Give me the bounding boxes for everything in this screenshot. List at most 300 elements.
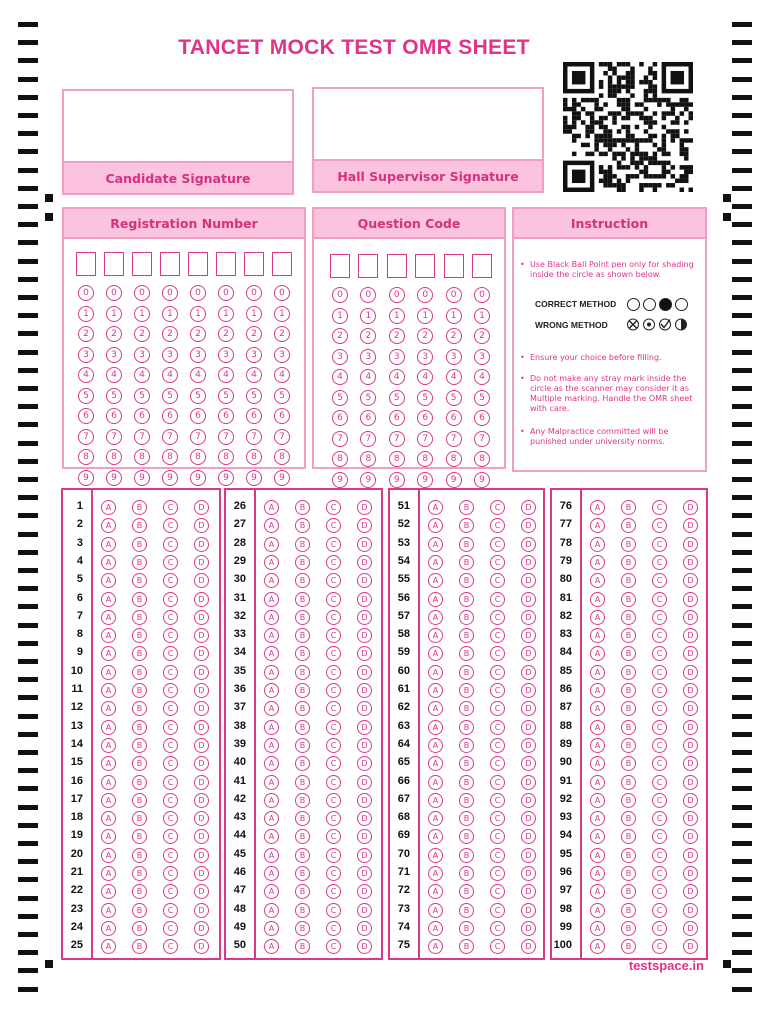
registration-digit-bubble[interactable]: 3 — [78, 347, 94, 363]
question-code-digit-bubble[interactable]: 0 — [360, 287, 376, 303]
question-code-digit-bubble[interactable]: 5 — [474, 390, 490, 406]
question-code-digit-bubble[interactable]: 8 — [446, 451, 462, 467]
answer-bubble-a[interactable]: A — [264, 939, 279, 954]
answer-bubble-a[interactable]: A — [590, 573, 605, 588]
answer-bubble-d[interactable]: D — [194, 573, 209, 588]
answer-bubble-b[interactable]: B — [459, 811, 474, 826]
answer-bubble-c[interactable]: C — [490, 592, 505, 607]
registration-digit-bubble[interactable]: 0 — [162, 285, 178, 301]
question-code-digit-bubble[interactable]: 0 — [474, 287, 490, 303]
answer-bubble-a[interactable]: A — [428, 866, 443, 881]
registration-digit-bubble[interactable]: 9 — [274, 470, 290, 486]
registration-digit-bubble[interactable]: 2 — [218, 326, 234, 342]
answer-bubble-a[interactable]: A — [428, 903, 443, 918]
answer-bubble-d[interactable]: D — [357, 573, 372, 588]
answer-bubble-b[interactable]: B — [621, 683, 636, 698]
answer-bubble-b[interactable]: B — [295, 500, 310, 515]
registration-digit-bubble[interactable]: 9 — [218, 470, 234, 486]
registration-digit-bubble[interactable]: 2 — [134, 326, 150, 342]
question-code-digit-bubble[interactable]: 9 — [446, 472, 462, 488]
answer-bubble-a[interactable]: A — [101, 500, 116, 515]
answer-bubble-b[interactable]: B — [132, 665, 147, 680]
registration-digit-bubble[interactable]: 6 — [274, 408, 290, 424]
registration-digit-bubble[interactable]: 1 — [134, 306, 150, 322]
answer-bubble-b[interactable]: B — [621, 592, 636, 607]
answer-bubble-b[interactable]: B — [621, 720, 636, 735]
question-code-digit-bubble[interactable]: 8 — [474, 451, 490, 467]
question-code-digit-bubble[interactable]: 5 — [332, 390, 348, 406]
answer-bubble-d[interactable]: D — [683, 884, 698, 899]
registration-digit-bubble[interactable]: 2 — [78, 326, 94, 342]
answer-bubble-b[interactable]: B — [295, 866, 310, 881]
answer-bubble-b[interactable]: B — [132, 848, 147, 863]
answer-bubble-c[interactable]: C — [326, 665, 341, 680]
answer-bubble-a[interactable]: A — [428, 628, 443, 643]
answer-bubble-a[interactable]: A — [101, 848, 116, 863]
answer-bubble-c[interactable]: C — [326, 592, 341, 607]
answer-bubble-d[interactable]: D — [194, 592, 209, 607]
registration-digit-bubble[interactable]: 6 — [78, 408, 94, 424]
registration-digit-bubble[interactable]: 9 — [162, 470, 178, 486]
question-code-entry-box[interactable] — [415, 254, 435, 278]
answer-bubble-c[interactable]: C — [326, 939, 341, 954]
answer-bubble-a[interactable]: A — [264, 884, 279, 899]
answer-bubble-d[interactable]: D — [357, 683, 372, 698]
answer-bubble-b[interactable]: B — [459, 756, 474, 771]
answer-bubble-a[interactable]: A — [101, 518, 116, 533]
answer-bubble-c[interactable]: C — [652, 939, 667, 954]
answer-bubble-c[interactable]: C — [490, 665, 505, 680]
answer-bubble-d[interactable]: D — [194, 811, 209, 826]
answer-bubble-b[interactable]: B — [295, 646, 310, 661]
question-code-digit-bubble[interactable]: 4 — [332, 369, 348, 385]
answer-bubble-c[interactable]: C — [652, 921, 667, 936]
question-code-digit-bubble[interactable]: 5 — [389, 390, 405, 406]
answer-bubble-a[interactable]: A — [590, 683, 605, 698]
answer-bubble-a[interactable]: A — [101, 628, 116, 643]
answer-bubble-b[interactable]: B — [459, 665, 474, 680]
answer-bubble-d[interactable]: D — [683, 500, 698, 515]
answer-bubble-a[interactable]: A — [101, 829, 116, 844]
answer-bubble-c[interactable]: C — [490, 573, 505, 588]
registration-digit-bubble[interactable]: 6 — [134, 408, 150, 424]
answer-bubble-c[interactable]: C — [490, 646, 505, 661]
answer-bubble-c[interactable]: C — [652, 903, 667, 918]
registration-digit-bubble[interactable]: 9 — [78, 470, 94, 486]
answer-bubble-d[interactable]: D — [521, 866, 536, 881]
answer-bubble-a[interactable]: A — [590, 921, 605, 936]
question-code-digit-bubble[interactable]: 2 — [446, 328, 462, 344]
registration-digit-bubble[interactable]: 3 — [162, 347, 178, 363]
answer-bubble-c[interactable]: C — [326, 829, 341, 844]
answer-bubble-d[interactable]: D — [683, 628, 698, 643]
question-code-digit-bubble[interactable]: 5 — [360, 390, 376, 406]
answer-bubble-b[interactable]: B — [621, 500, 636, 515]
registration-digit-bubble[interactable]: 3 — [246, 347, 262, 363]
registration-digit-bubble[interactable]: 4 — [218, 367, 234, 383]
answer-bubble-d[interactable]: D — [357, 555, 372, 570]
registration-digit-bubble[interactable]: 5 — [190, 388, 206, 404]
answer-bubble-c[interactable]: C — [490, 628, 505, 643]
registration-digit-bubble[interactable]: 4 — [78, 367, 94, 383]
question-code-digit-bubble[interactable]: 6 — [446, 410, 462, 426]
answer-bubble-c[interactable]: C — [163, 500, 178, 515]
answer-bubble-c[interactable]: C — [326, 628, 341, 643]
answer-bubble-c[interactable]: C — [163, 665, 178, 680]
question-code-digit-bubble[interactable]: 8 — [417, 451, 433, 467]
answer-bubble-c[interactable]: C — [652, 573, 667, 588]
question-code-digit-bubble[interactable]: 8 — [332, 451, 348, 467]
question-code-digit-bubble[interactable]: 7 — [360, 431, 376, 447]
answer-bubble-d[interactable]: D — [194, 921, 209, 936]
answer-bubble-c[interactable]: C — [326, 518, 341, 533]
answer-bubble-d[interactable]: D — [357, 939, 372, 954]
answer-bubble-c[interactable]: C — [490, 518, 505, 533]
answer-bubble-b[interactable]: B — [621, 921, 636, 936]
registration-digit-bubble[interactable]: 9 — [134, 470, 150, 486]
answer-bubble-b[interactable]: B — [132, 866, 147, 881]
answer-bubble-c[interactable]: C — [490, 756, 505, 771]
registration-digit-bubble[interactable]: 7 — [134, 429, 150, 445]
answer-bubble-c[interactable]: C — [652, 811, 667, 826]
answer-bubble-b[interactable]: B — [295, 738, 310, 753]
registration-digit-bubble[interactable]: 1 — [190, 306, 206, 322]
registration-digit-bubble[interactable]: 5 — [78, 388, 94, 404]
answer-bubble-c[interactable]: C — [652, 720, 667, 735]
answer-bubble-d[interactable]: D — [194, 866, 209, 881]
answer-bubble-b[interactable]: B — [132, 592, 147, 607]
answer-bubble-d[interactable]: D — [357, 921, 372, 936]
answer-bubble-b[interactable]: B — [295, 555, 310, 570]
registration-digit-bubble[interactable]: 6 — [218, 408, 234, 424]
answer-bubble-d[interactable]: D — [683, 518, 698, 533]
answer-bubble-d[interactable]: D — [683, 555, 698, 570]
answer-bubble-b[interactable]: B — [295, 518, 310, 533]
answer-bubble-b[interactable]: B — [621, 848, 636, 863]
answer-bubble-a[interactable]: A — [428, 811, 443, 826]
answer-bubble-d[interactable]: D — [521, 610, 536, 625]
supervisor-signature-box[interactable] — [312, 87, 544, 193]
answer-bubble-d[interactable]: D — [194, 537, 209, 552]
answer-bubble-a[interactable]: A — [590, 884, 605, 899]
answer-bubble-b[interactable]: B — [459, 610, 474, 625]
answer-bubble-a[interactable]: A — [101, 610, 116, 625]
answer-bubble-c[interactable]: C — [163, 592, 178, 607]
registration-digit-bubble[interactable]: 8 — [134, 449, 150, 465]
answer-bubble-c[interactable]: C — [652, 829, 667, 844]
answer-bubble-d[interactable]: D — [521, 665, 536, 680]
answer-bubble-c[interactable]: C — [326, 500, 341, 515]
answer-bubble-b[interactable]: B — [459, 775, 474, 790]
question-code-digit-bubble[interactable]: 5 — [417, 390, 433, 406]
answer-bubble-b[interactable]: B — [459, 848, 474, 863]
answer-bubble-c[interactable]: C — [163, 610, 178, 625]
registration-digit-bubble[interactable]: 9 — [106, 470, 122, 486]
question-code-digit-bubble[interactable]: 2 — [417, 328, 433, 344]
answer-bubble-d[interactable]: D — [521, 701, 536, 716]
answer-bubble-b[interactable]: B — [295, 628, 310, 643]
answer-bubble-d[interactable]: D — [357, 866, 372, 881]
answer-bubble-a[interactable]: A — [264, 592, 279, 607]
answer-bubble-a[interactable]: A — [590, 610, 605, 625]
answer-bubble-b[interactable]: B — [459, 939, 474, 954]
question-code-digit-bubble[interactable]: 7 — [446, 431, 462, 447]
answer-bubble-b[interactable]: B — [621, 738, 636, 753]
answer-bubble-a[interactable]: A — [264, 573, 279, 588]
registration-digit-bubble[interactable]: 7 — [106, 429, 122, 445]
answer-bubble-c[interactable]: C — [652, 610, 667, 625]
answer-bubble-d[interactable]: D — [357, 665, 372, 680]
registration-digit-bubble[interactable]: 1 — [218, 306, 234, 322]
answer-bubble-c[interactable]: C — [652, 500, 667, 515]
answer-bubble-d[interactable]: D — [357, 592, 372, 607]
answer-bubble-a[interactable]: A — [428, 829, 443, 844]
answer-bubble-a[interactable]: A — [428, 939, 443, 954]
answer-bubble-d[interactable]: D — [521, 756, 536, 771]
question-code-digit-bubble[interactable]: 6 — [389, 410, 405, 426]
question-code-digit-bubble[interactable]: 4 — [417, 369, 433, 385]
answer-bubble-d[interactable]: D — [357, 793, 372, 808]
answer-bubble-a[interactable]: A — [428, 610, 443, 625]
answer-bubble-b[interactable]: B — [132, 811, 147, 826]
answer-bubble-d[interactable]: D — [194, 683, 209, 698]
registration-entry-box[interactable] — [244, 252, 264, 276]
answer-bubble-c[interactable]: C — [490, 921, 505, 936]
question-code-digit-bubble[interactable]: 3 — [474, 349, 490, 365]
answer-bubble-d[interactable]: D — [683, 573, 698, 588]
answer-bubble-a[interactable]: A — [264, 701, 279, 716]
answer-bubble-d[interactable]: D — [357, 646, 372, 661]
answer-bubble-c[interactable]: C — [326, 756, 341, 771]
answer-bubble-a[interactable]: A — [428, 537, 443, 552]
question-code-digit-bubble[interactable]: 6 — [474, 410, 490, 426]
registration-entry-box[interactable] — [104, 252, 124, 276]
answer-bubble-d[interactable]: D — [194, 793, 209, 808]
answer-bubble-a[interactable]: A — [101, 866, 116, 881]
answer-bubble-b[interactable]: B — [621, 628, 636, 643]
answer-bubble-c[interactable]: C — [490, 866, 505, 881]
answer-bubble-c[interactable]: C — [326, 701, 341, 716]
answer-bubble-b[interactable]: B — [459, 720, 474, 735]
answer-bubble-b[interactable]: B — [132, 921, 147, 936]
answer-bubble-b[interactable]: B — [132, 646, 147, 661]
answer-bubble-c[interactable]: C — [652, 793, 667, 808]
answer-bubble-c[interactable]: C — [490, 610, 505, 625]
answer-bubble-c[interactable]: C — [163, 921, 178, 936]
answer-bubble-d[interactable]: D — [683, 610, 698, 625]
answer-bubble-c[interactable]: C — [652, 518, 667, 533]
answer-bubble-c[interactable]: C — [326, 555, 341, 570]
answer-bubble-b[interactable]: B — [295, 665, 310, 680]
answer-bubble-d[interactable]: D — [683, 921, 698, 936]
answer-bubble-b[interactable]: B — [132, 555, 147, 570]
answer-bubble-d[interactable]: D — [357, 518, 372, 533]
answer-bubble-b[interactable]: B — [295, 573, 310, 588]
question-code-digit-bubble[interactable]: 2 — [332, 328, 348, 344]
question-code-digit-bubble[interactable]: 7 — [332, 431, 348, 447]
answer-bubble-b[interactable]: B — [295, 775, 310, 790]
answer-bubble-b[interactable]: B — [132, 628, 147, 643]
registration-entry-box[interactable] — [188, 252, 208, 276]
answer-bubble-c[interactable]: C — [163, 903, 178, 918]
answer-bubble-c[interactable]: C — [652, 756, 667, 771]
answer-bubble-c[interactable]: C — [326, 921, 341, 936]
answer-bubble-a[interactable]: A — [428, 683, 443, 698]
registration-digit-bubble[interactable]: 5 — [274, 388, 290, 404]
answer-bubble-c[interactable]: C — [163, 829, 178, 844]
answer-bubble-d[interactable]: D — [683, 756, 698, 771]
answer-bubble-d[interactable]: D — [357, 829, 372, 844]
registration-digit-bubble[interactable]: 7 — [190, 429, 206, 445]
answer-bubble-c[interactable]: C — [490, 720, 505, 735]
answer-bubble-c[interactable]: C — [652, 646, 667, 661]
answer-bubble-a[interactable]: A — [590, 829, 605, 844]
question-code-digit-bubble[interactable]: 1 — [389, 308, 405, 324]
answer-bubble-a[interactable]: A — [428, 573, 443, 588]
answer-bubble-c[interactable]: C — [490, 811, 505, 826]
registration-digit-bubble[interactable]: 0 — [246, 285, 262, 301]
answer-bubble-a[interactable]: A — [101, 646, 116, 661]
answer-bubble-a[interactable]: A — [101, 811, 116, 826]
answer-bubble-a[interactable]: A — [101, 793, 116, 808]
answer-bubble-c[interactable]: C — [326, 903, 341, 918]
question-code-digit-bubble[interactable]: 1 — [332, 308, 348, 324]
answer-bubble-d[interactable]: D — [357, 628, 372, 643]
answer-bubble-a[interactable]: A — [264, 903, 279, 918]
answer-bubble-d[interactable]: D — [194, 628, 209, 643]
answer-bubble-d[interactable]: D — [357, 500, 372, 515]
answer-bubble-a[interactable]: A — [428, 701, 443, 716]
answer-bubble-a[interactable]: A — [264, 921, 279, 936]
answer-bubble-c[interactable]: C — [490, 701, 505, 716]
answer-bubble-a[interactable]: A — [101, 921, 116, 936]
question-code-digit-bubble[interactable]: 4 — [360, 369, 376, 385]
answer-bubble-c[interactable]: C — [490, 829, 505, 844]
answer-bubble-b[interactable]: B — [459, 866, 474, 881]
answer-bubble-c[interactable]: C — [652, 738, 667, 753]
registration-digit-bubble[interactable]: 9 — [246, 470, 262, 486]
answer-bubble-d[interactable]: D — [357, 738, 372, 753]
answer-bubble-b[interactable]: B — [295, 592, 310, 607]
answer-bubble-c[interactable]: C — [652, 866, 667, 881]
answer-bubble-a[interactable]: A — [264, 866, 279, 881]
registration-digit-bubble[interactable]: 5 — [134, 388, 150, 404]
answer-bubble-d[interactable]: D — [683, 738, 698, 753]
answer-bubble-c[interactable]: C — [163, 646, 178, 661]
answer-bubble-b[interactable]: B — [621, 610, 636, 625]
answer-bubble-a[interactable]: A — [590, 628, 605, 643]
question-code-digit-bubble[interactable]: 5 — [446, 390, 462, 406]
question-code-digit-bubble[interactable]: 8 — [360, 451, 376, 467]
registration-digit-bubble[interactable]: 3 — [106, 347, 122, 363]
registration-digit-bubble[interactable]: 9 — [190, 470, 206, 486]
answer-bubble-a[interactable]: A — [428, 555, 443, 570]
answer-bubble-b[interactable]: B — [295, 939, 310, 954]
registration-digit-bubble[interactable]: 4 — [190, 367, 206, 383]
answer-bubble-a[interactable]: A — [590, 500, 605, 515]
answer-bubble-a[interactable]: A — [264, 665, 279, 680]
answer-bubble-c[interactable]: C — [652, 701, 667, 716]
answer-bubble-b[interactable]: B — [459, 500, 474, 515]
answer-bubble-d[interactable]: D — [194, 775, 209, 790]
registration-digit-bubble[interactable]: 1 — [162, 306, 178, 322]
answer-bubble-d[interactable]: D — [521, 646, 536, 661]
answer-bubble-d[interactable]: D — [683, 646, 698, 661]
answer-bubble-d[interactable]: D — [194, 610, 209, 625]
question-code-digit-bubble[interactable]: 7 — [389, 431, 405, 447]
answer-bubble-a[interactable]: A — [264, 646, 279, 661]
answer-bubble-a[interactable]: A — [428, 518, 443, 533]
registration-digit-bubble[interactable]: 1 — [78, 306, 94, 322]
answer-bubble-a[interactable]: A — [590, 592, 605, 607]
answer-bubble-d[interactable]: D — [521, 793, 536, 808]
answer-bubble-b[interactable]: B — [132, 610, 147, 625]
answer-bubble-a[interactable]: A — [264, 775, 279, 790]
answer-bubble-d[interactable]: D — [521, 775, 536, 790]
answer-bubble-c[interactable]: C — [163, 555, 178, 570]
answer-bubble-c[interactable]: C — [490, 775, 505, 790]
answer-bubble-d[interactable]: D — [521, 848, 536, 863]
answer-bubble-d[interactable]: D — [521, 537, 536, 552]
answer-bubble-c[interactable]: C — [163, 738, 178, 753]
answer-bubble-d[interactable]: D — [357, 884, 372, 899]
question-code-digit-bubble[interactable]: 9 — [389, 472, 405, 488]
answer-bubble-b[interactable]: B — [295, 756, 310, 771]
answer-bubble-a[interactable]: A — [101, 720, 116, 735]
answer-bubble-a[interactable]: A — [590, 646, 605, 661]
answer-bubble-b[interactable]: B — [459, 628, 474, 643]
question-code-digit-bubble[interactable]: 6 — [417, 410, 433, 426]
answer-bubble-c[interactable]: C — [326, 720, 341, 735]
question-code-digit-bubble[interactable]: 1 — [360, 308, 376, 324]
answer-bubble-b[interactable]: B — [295, 921, 310, 936]
answer-bubble-c[interactable]: C — [326, 866, 341, 881]
question-code-entry-box[interactable] — [330, 254, 350, 278]
registration-digit-bubble[interactable]: 5 — [162, 388, 178, 404]
answer-bubble-b[interactable]: B — [132, 903, 147, 918]
answer-bubble-d[interactable]: D — [194, 518, 209, 533]
answer-bubble-c[interactable]: C — [652, 592, 667, 607]
answer-bubble-a[interactable]: A — [590, 537, 605, 552]
registration-entry-box[interactable] — [132, 252, 152, 276]
registration-entry-box[interactable] — [160, 252, 180, 276]
registration-digit-bubble[interactable]: 7 — [274, 429, 290, 445]
answer-bubble-d[interactable]: D — [194, 829, 209, 844]
answer-bubble-b[interactable]: B — [295, 683, 310, 698]
registration-entry-box[interactable] — [216, 252, 236, 276]
answer-bubble-d[interactable]: D — [683, 848, 698, 863]
answer-bubble-a[interactable]: A — [264, 518, 279, 533]
registration-digit-bubble[interactable]: 5 — [106, 388, 122, 404]
registration-digit-bubble[interactable]: 7 — [78, 429, 94, 445]
answer-bubble-b[interactable]: B — [621, 903, 636, 918]
candidate-signature-box[interactable] — [62, 89, 294, 195]
answer-bubble-a[interactable]: A — [264, 848, 279, 863]
answer-bubble-b[interactable]: B — [621, 573, 636, 588]
answer-bubble-d[interactable]: D — [521, 884, 536, 899]
question-code-digit-bubble[interactable]: 2 — [360, 328, 376, 344]
registration-digit-bubble[interactable]: 5 — [246, 388, 262, 404]
answer-bubble-b[interactable]: B — [459, 518, 474, 533]
answer-bubble-b[interactable]: B — [459, 683, 474, 698]
registration-digit-bubble[interactable]: 8 — [218, 449, 234, 465]
answer-bubble-b[interactable]: B — [621, 518, 636, 533]
answer-bubble-a[interactable]: A — [264, 500, 279, 515]
answer-bubble-d[interactable]: D — [683, 866, 698, 881]
answer-bubble-d[interactable]: D — [683, 592, 698, 607]
answer-bubble-c[interactable]: C — [490, 738, 505, 753]
answer-bubble-c[interactable]: C — [326, 848, 341, 863]
